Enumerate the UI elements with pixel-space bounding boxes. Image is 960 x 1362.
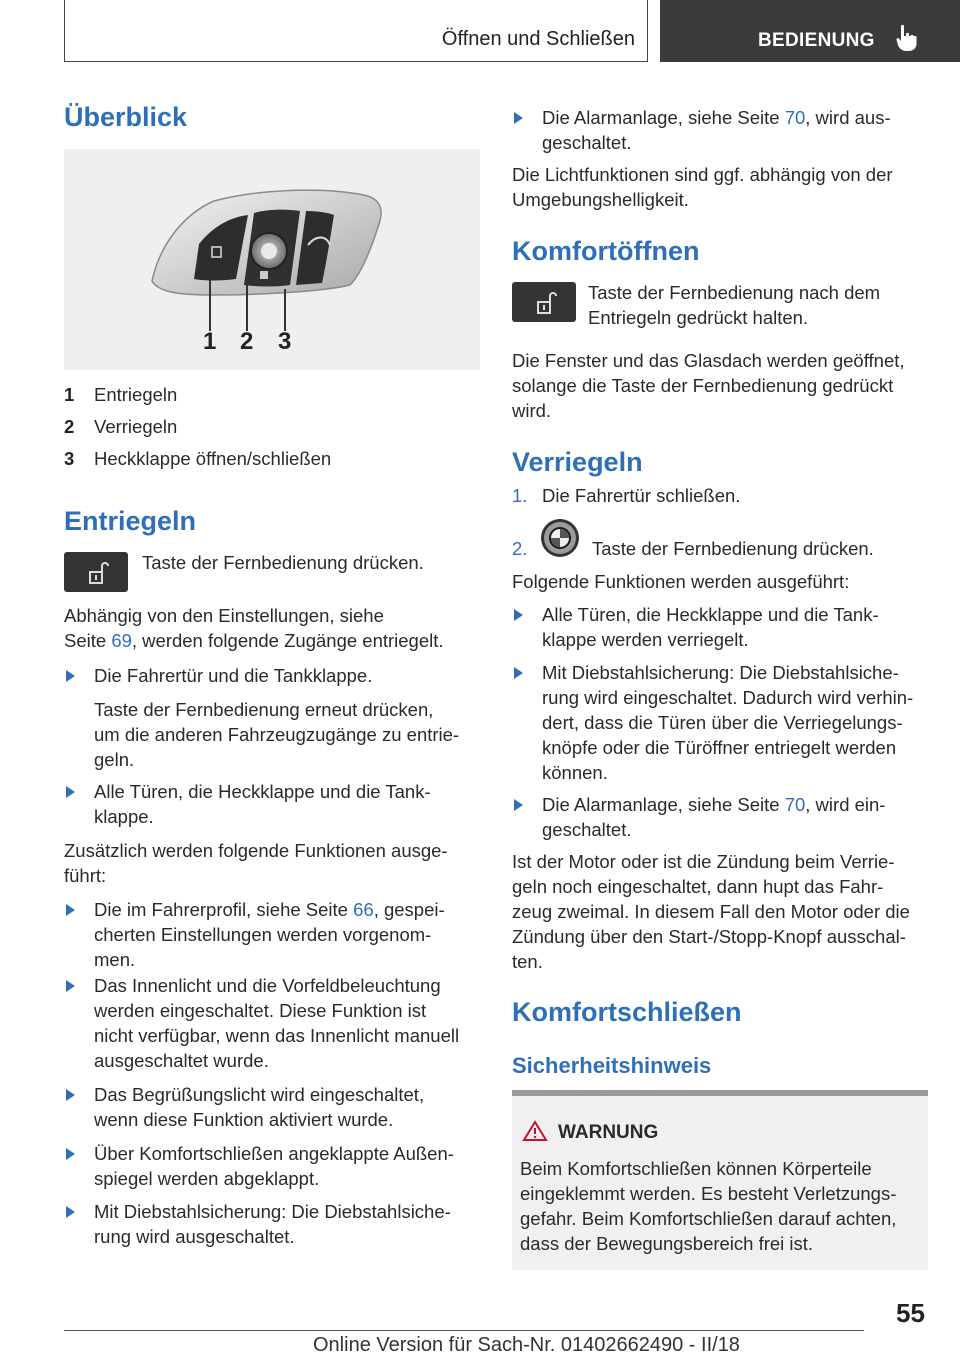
safety-note-heading: Sicherheitshinweis — [512, 1053, 712, 1078]
bullet-5-line2: wenn diese Funktion aktiviert wurde. — [94, 1109, 394, 1130]
bullet-6-line2: spiegel werden abgeklappt. — [94, 1168, 320, 1189]
unlock-para1-line1: Abhängig von den Einstellungen, siehe — [64, 605, 384, 626]
legend-num-3: 3 — [64, 448, 75, 469]
unlock-para1-line2: Seite 69, werden folgende Zugänge entriegelt. — [64, 630, 444, 651]
r-para2-line2: solange die Taste der Fernbedienung gedrückt — [512, 375, 894, 396]
r-para2-line1: Die Fenster und das Glasdach werden geöffnet, — [512, 350, 905, 371]
page-number: 55 — [896, 1298, 925, 1328]
bullet-icon — [514, 112, 523, 124]
r-bullet-4-line2: geschaltet. — [542, 819, 632, 840]
bullet-2-line1: Alle Türen, die Heckklappe und die Tank- — [94, 781, 431, 802]
bullet-2-line2: klappe. — [94, 806, 154, 827]
warning-triangle-icon — [522, 1120, 548, 1142]
step-2-number: 2. — [512, 538, 528, 559]
step-1-text: Die Fahrertür schließen. — [542, 485, 741, 506]
bullet-4-line4: ausgeschaltet wurde. — [94, 1050, 269, 1071]
r-para4-line1: Ist der Motor oder ist die Zündung beim Verrie- — [512, 851, 895, 872]
r-para3: Folgende Funktionen werden ausgeführt: — [512, 571, 850, 592]
komfort-close-heading: Komfortschließen — [512, 997, 742, 1027]
bullet-1-sub-line1: Taste der Fernbedienung erneut drücken, — [94, 699, 434, 720]
bullet-4-line1: Das Innenlicht und die Vorfeldbeleuchtung — [94, 975, 441, 996]
bullet-icon — [514, 609, 523, 621]
bullet-icon — [514, 667, 523, 679]
figure-label-2: 2 — [240, 328, 254, 355]
bullet-6-line1: Über Komfortschließen angeklappte Außen- — [94, 1143, 454, 1164]
page-link-70[interactable]: 70 — [784, 794, 806, 815]
r-bullet-3-line5: können. — [542, 762, 608, 783]
bullet-icon — [66, 1148, 75, 1160]
r-bullet-3-line1: Mit Diebstahlsicherung: Die Diebstahlsiche- — [542, 662, 899, 683]
bullet-icon — [66, 980, 75, 992]
warning-line3: gefahr. Beim Komfortschließen darauf achten, — [520, 1208, 897, 1229]
page-link-70[interactable]: 70 — [784, 107, 806, 128]
r-bullet-1-line2: geschaltet. — [542, 132, 632, 153]
r-bullet-3-line4: knöpfe oder die Türöffner entriegelt werden — [542, 737, 897, 758]
r-bullet-2-line1: Alle Türen, die Heckklappe und die Tank- — [542, 604, 879, 625]
r-para4-line3: zeug zweimal. In diesem Fall den Motor oder die — [512, 901, 910, 922]
legend-num-1: 1 — [64, 384, 75, 405]
bullet-icon — [514, 799, 523, 811]
figure-label-1: 1 — [203, 328, 217, 355]
step-2-text: Taste der Fernbedienung drücken. — [592, 538, 874, 559]
bullet-icon — [66, 904, 75, 916]
unlock-key-text: Taste der Fernbedienung drücken. — [142, 552, 424, 573]
r-para4-line5: ten. — [512, 951, 543, 972]
unlock-key-button — [64, 552, 128, 592]
bullet-5-line1: Das Begrüßungslicht wird eingeschaltet, — [94, 1084, 425, 1105]
r-bullet-1-line1: Die Alarmanlage, siehe Seite 70, wird aus- — [542, 107, 891, 128]
r-para4-line2: geln noch eingeschaltet, dann hupt das Fahr- — [512, 876, 884, 897]
page-link-66[interactable]: 66 — [353, 899, 374, 920]
step-1-number: 1. — [512, 485, 528, 506]
r-bullet-3-line2: rung wird eingeschaltet. Dadurch wird verhin- — [542, 687, 914, 708]
bullet-icon — [66, 1206, 75, 1218]
warning-line4: dass der Bewegungsbereich frei ist. — [520, 1233, 814, 1254]
header-section-title: Öffnen und Schließen — [441, 28, 635, 50]
komfort-unlock-key-button — [512, 282, 576, 322]
bullet-3-line1: Die im Fahrerprofil, siehe Seite 66, gespei- — [94, 899, 445, 920]
r-bullet-4-line1: Die Alarmanlage, siehe Seite 70, wird ein- — [542, 794, 886, 815]
para2-line1: Zusätzlich werden folgende Funktionen ausge- — [64, 840, 448, 861]
bullet-4-line2: werden eingeschaltet. Diese Funktion ist — [94, 1000, 427, 1021]
legend-text-3: Heckklappe öffnen/schließen — [94, 448, 332, 469]
bullet-7-line1: Mit Diebstahlsicherung: Die Diebstahlsiche- — [94, 1201, 451, 1222]
r-para1-line1: Die Lichtfunktionen sind ggf. abhängig von der — [512, 164, 893, 185]
r-bullet-3-line3: dert, dass die Türen über die Verriegelungs- — [542, 712, 903, 733]
bullet-3-line3: men. — [94, 949, 136, 970]
warning-line2: eingeklemmt werden. Es besteht Verletzungs- — [520, 1183, 897, 1204]
footer-divider — [64, 1330, 864, 1331]
komfort-open-heading: Komfortöffnen — [512, 236, 700, 266]
footer-text: Online Version für Sach-Nr. 01402662490 - II/18 — [313, 1334, 740, 1356]
figure-label-3: 3 — [278, 328, 292, 355]
bullet-icon — [66, 670, 75, 682]
header-section-box — [64, 0, 648, 62]
bullet-7-line2: rung wird ausgeschaltet. — [94, 1226, 295, 1247]
unlock-icon — [512, 282, 576, 322]
unlock-heading: Entriegeln — [64, 506, 197, 536]
bullet-1: Die Fahrertür und die Tankklappe. — [94, 665, 373, 686]
bullet-1-sub-line3: geln. — [94, 749, 135, 770]
bullet-1-sub-line2: um die anderen Fahrzeugzugänge zu entrie- — [94, 724, 460, 745]
key-fob-illustration — [64, 149, 480, 370]
legend-num-2: 2 — [64, 416, 75, 437]
key-fob-figure — [64, 149, 480, 370]
header-chapter-box — [660, 0, 960, 62]
legend-text-1: Entriegeln — [94, 384, 178, 405]
header-chapter-title: BEDIENUNG — [758, 30, 875, 51]
bullet-icon — [66, 1089, 75, 1101]
bullet-icon — [66, 786, 75, 798]
r-para4-line4: Zündung über den Start-/Stopp-Knopf ausschal- — [512, 926, 906, 947]
overview-heading: Überblick — [64, 102, 188, 132]
bmw-logo-icon — [540, 518, 580, 558]
r-bullet-2-line2: klappe werden verriegelt. — [542, 629, 749, 650]
unlock-icon — [64, 552, 128, 592]
bullet-3-line2: cherten Einstellungen werden vorgenom- — [94, 924, 432, 945]
warning-box — [512, 1090, 928, 1270]
hand-pointer-icon — [896, 24, 918, 52]
para2-line2: führt: — [64, 865, 107, 886]
warning-line1: Beim Komfortschließen können Körperteile — [520, 1158, 872, 1179]
warning-title: WARNUNG — [558, 1122, 659, 1143]
komfort-key-line2: Entriegeln gedrückt halten. — [588, 307, 809, 328]
r-para1-line2: Umgebungshelligkeit. — [512, 189, 689, 210]
lock-heading: Verriegeln — [512, 447, 643, 477]
legend-text-2: Verriegeln — [94, 416, 178, 437]
page-link-69[interactable]: 69 — [111, 630, 132, 651]
komfort-key-line1: Taste der Fernbedienung nach dem — [588, 282, 881, 303]
bullet-4-line3: nicht verfügbar, wenn das Innenlicht manuell — [94, 1025, 460, 1046]
r-para2-line3: wird. — [512, 400, 552, 421]
